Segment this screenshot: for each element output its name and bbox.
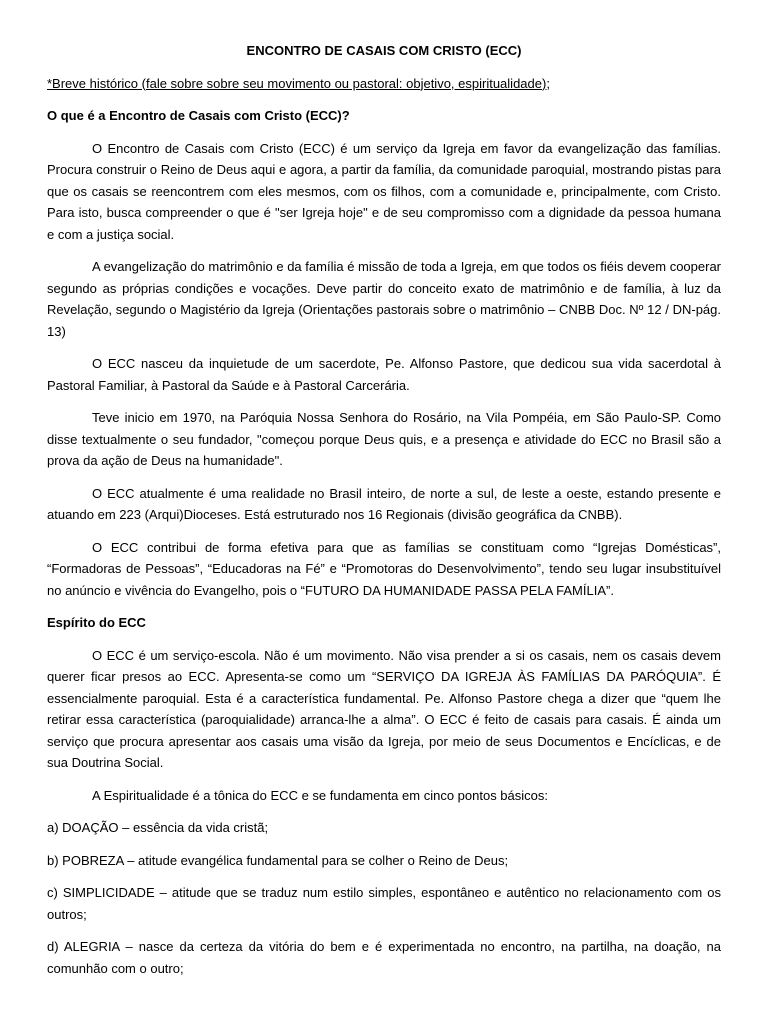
paragraph-presence: O ECC atualmente é uma realidade no Brasil inteiro, de norte a sul, de leste a oeste, estando presente e atuando em 223 (Arqui)Dioceses. Está estruturado nos 16 Regionais (divisão geográfica da CNBB).	[47, 485, 721, 522]
paragraph-evangelization: A evangelização do matrimônio e da família é missão de toda a Igreja, em que todos os fiéis devem cooperar segundo as próprias condições e vocações. Deve partir do conceito exato de matrimônio e de família, à luz da Revelação, segundo o Magistério da Igreja (Orientações pastorais sobre o matrimônio – CNBB Doc. Nº 12 / DN-pág. 13)	[47, 259, 721, 339]
paragraph-service-school: O ECC é um serviço-escola. Não é um movimento. Não visa prender a si os casais, nem os casais devem querer ficar presos ao ECC. Apresenta-se como um “SERVIÇO DA IGREJA ÀS FAMÍLIAS DA PARÓQUIA”. É essencialmente paroquial. Esta é a característica fundamental. Pe. Alfonso Pastore chega a dizer que “quem lhe retirar essa característica (paroquialidade) arranca-lhe a alma”. O ECC é feito de casais para casais. É ainda um serviço que procura apresentar aos casais uma visão da Igreja, por meio de seus Documentos e Encíclicas, e de sua Doutrina Social.	[47, 647, 721, 770]
list-item: d) ALEGRIA – nasce da certeza da vitória do bem e é experimentada no encontro, na partilha, na doação, na comunhão com o outro;	[47, 939, 721, 976]
spirit-heading: Espírito do ECC	[47, 615, 146, 630]
document-title: ENCONTRO DE CASAIS COM CRISTO (ECC)	[246, 43, 522, 58]
history-note: *Breve histórico (fale sobre sobre seu movimento ou pastoral: objetivo, espiritualidade);	[47, 75, 550, 91]
list-item: a) DOAÇÃO – essência da vida cristã;	[47, 820, 269, 835]
document-page	[47, 40, 721, 990]
list-item: c) SIMPLICIDADE – atitude que se traduz num estilo simples, espontâneo e autêntico no relacionamento com os outros;	[47, 885, 721, 922]
list-item: b) POBREZA – atitude evangélica fundamental para se colher o Reino de Deus;	[47, 852, 509, 868]
paragraph-contribution: O ECC contribui de forma efetiva para que as famílias se constituam como “Igrejas Domésticas”, “Formadoras de Pessoas”, “Educadoras na Fé” e “Promotoras do Desenvolvimento”, tendo seu lugar insubstituível no anúncio e vivência do Evangelho, pois o “FUTURO DA HUMANIDADE PASSA PELA FAMÍLIA”.	[47, 539, 721, 598]
question-heading: O que é a Encontro de Casais com Cristo (ECC)?	[47, 108, 350, 123]
paragraph-spirituality: A Espiritualidade é a tônica do ECC e se fundamenta em cinco pontos básicos:	[92, 787, 548, 803]
paragraph-history: Teve inicio em 1970, na Paróquia Nossa Senhora do Rosário, na Vila Pompéia, em São Paulo-SP. Como disse textualmente o seu fundador, "começou porque Deus quis, e a presença e atividade do ECC no Brasil são a prova da ação de Deus na humanidade".	[47, 410, 721, 468]
paragraph-intro: O Encontro de Casais com Cristo (ECC) é um serviço da Igreja em favor da evangelização das famílias. Procura construir o Reino de Deus aqui e agora, a partir da família, da comunidade paroquial, mostrando pistas para que os casais se reencontrem com eles mesmos, com os filhos, com a comunidade e, principalmente, com Cristo. Para isto, busca compreender o que é "ser Igreja hoje" e de seu compromisso com a dignidade da pessoa humana e com a justiça social.	[47, 140, 721, 242]
paragraph-origin: O ECC nasceu da inquietude de um sacerdote, Pe. Alfonso Pastore, que dedicou sua vida sacerdotal à Pastoral Familiar, à Pastoral da Saúde e à Pastoral Carcerária.	[47, 356, 721, 393]
